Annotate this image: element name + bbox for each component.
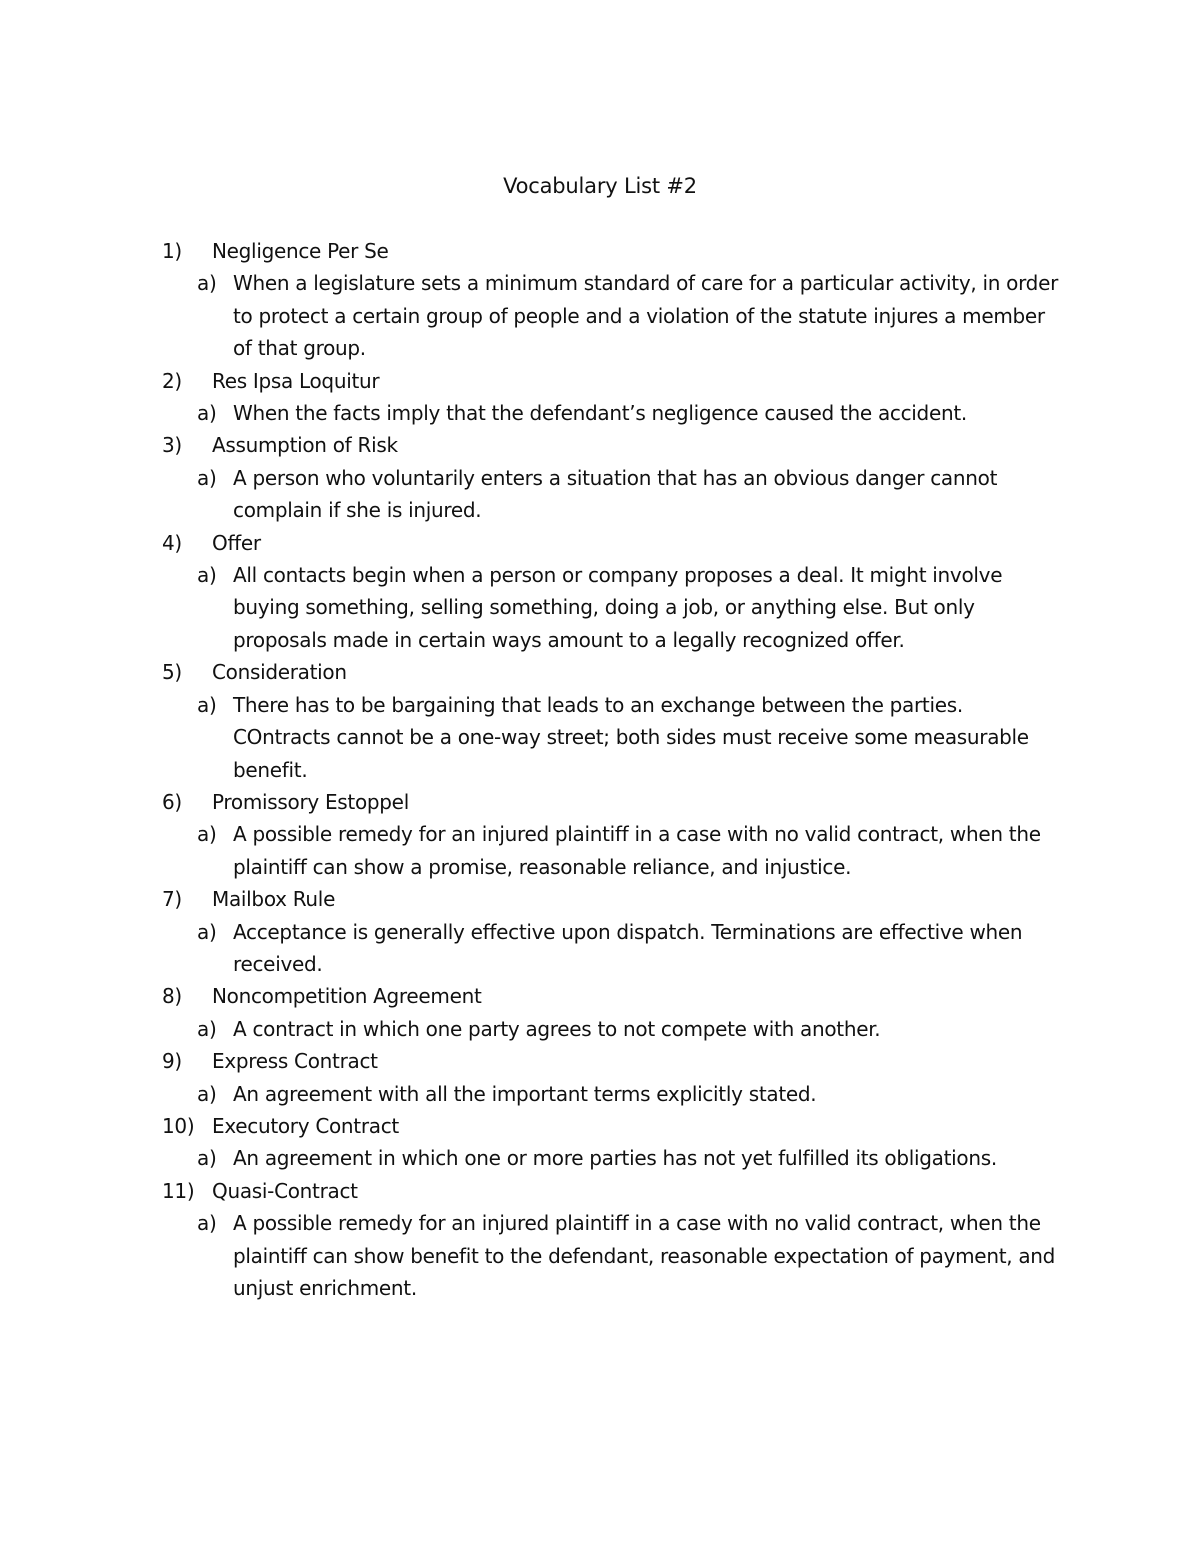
definition-marker: a) <box>197 1211 217 1236</box>
definition-marker: a) <box>197 1146 217 1171</box>
vocabulary-item <box>162 1110 1062 1175</box>
definition-text: An agreement with all the important terms explicitly stated. <box>233 1081 817 1106</box>
term-text: Res Ipsa Loquitur <box>212 368 380 393</box>
definition-marker: a) <box>197 919 217 944</box>
definition-line <box>162 1207 1062 1304</box>
definition-text: Acceptance is generally effective upon dispatch. Terminations are effective when received. <box>233 919 1023 976</box>
definition-marker: a) <box>197 401 217 426</box>
term-text: Negligence Per Se <box>212 239 389 263</box>
vocabulary-item <box>162 656 1062 786</box>
vocabulary-item <box>162 980 1062 1045</box>
vocabulary-item <box>162 1045 1062 1110</box>
definition-marker: a) <box>197 822 217 847</box>
definition-line <box>162 397 1062 429</box>
definition-line <box>162 1078 1062 1110</box>
term-line <box>162 883 1062 915</box>
term-text: Mailbox Rule <box>212 887 336 912</box>
term-line <box>162 656 1062 688</box>
term-number: 4) <box>162 530 182 555</box>
term-number: 10) <box>162 1113 195 1138</box>
term-text: Assumption of Risk <box>212 433 398 458</box>
definition-marker: a) <box>197 1081 217 1106</box>
term-text: Noncompetition Agreement <box>212 984 482 1009</box>
vocabulary-item <box>162 527 1062 657</box>
term-text: Express Contract <box>212 1049 378 1074</box>
term-text: Consideration <box>212 660 347 685</box>
vocabulary-item <box>162 235 1062 365</box>
definition-marker: a) <box>197 692 217 717</box>
vocabulary-item <box>162 365 1062 430</box>
term-number: 7) <box>162 887 182 912</box>
vocabulary-item <box>162 883 1062 980</box>
definition-text: All contacts begin when a person or company proposes a deal. It might involve buying something, selling something, doing a job, or anything else. But only proposals made in certain ways amount to a legally recognized offer. <box>233 563 1003 652</box>
definition-text: When the facts imply that the defendant’s negligence caused the accident. <box>233 401 967 426</box>
term-text: Offer <box>212 530 261 555</box>
term-number: 8) <box>162 984 182 1009</box>
term-number: 5) <box>162 660 182 685</box>
term-line <box>162 1175 1062 1207</box>
vocabulary-item <box>162 1175 1062 1305</box>
definition-line <box>162 559 1062 656</box>
definition-line <box>162 267 1062 364</box>
term-number: 1) <box>162 239 182 263</box>
term-text: Quasi-Contract <box>212 1178 358 1203</box>
definition-marker: a) <box>197 465 217 490</box>
definition-text: A person who voluntarily enters a situation that has an obvious danger cannot complain if she is injured. <box>233 465 998 523</box>
definition-line <box>162 1142 1062 1174</box>
definition-marker: a) <box>197 271 217 296</box>
definition-line <box>162 1013 1062 1045</box>
term-text: Executory Contract <box>212 1113 399 1138</box>
term-number: 3) <box>162 433 182 458</box>
definition-text: When a legislature sets a minimum standard of care for a particular activity, in order to protect a certain group of people and a violation of the statute injures a member of that group. <box>233 271 1059 361</box>
term-line <box>162 1045 1062 1077</box>
definition-text: A possible remedy for an injured plaintiff in a case with no valid contract, when the plaintiff can show benefit to the defendant, reasonable expectation of payment, and unjust enrichment. <box>233 1211 1056 1300</box>
term-line <box>162 980 1062 1012</box>
definition-text: An agreement in which one or more parties has not yet fulfilled its obligations. <box>233 1146 997 1171</box>
term-line <box>162 365 1062 397</box>
term-number: 6) <box>162 789 182 814</box>
term-number: 2) <box>162 368 182 393</box>
definition-marker: a) <box>197 1016 217 1041</box>
term-number: 9) <box>162 1049 182 1074</box>
term-line <box>162 235 1062 267</box>
definition-line <box>162 818 1062 883</box>
vocabulary-item <box>162 786 1062 883</box>
term-line <box>162 786 1062 818</box>
term-number: 11) <box>162 1178 195 1203</box>
term-line <box>162 527 1062 559</box>
page-title: Vocabulary List #2 <box>503 174 697 198</box>
definition-text: A possible remedy for an injured plaintiff in a case with no valid contract, when the plaintiff can show a promise, reasonable reliance, and injustice. <box>233 822 1041 879</box>
vocabulary-list <box>162 235 1062 1304</box>
term-line <box>162 1110 1062 1142</box>
definition-line <box>162 689 1062 786</box>
definition-marker: a) <box>197 563 217 588</box>
term-line <box>162 429 1062 461</box>
definition-text: There has to be bargaining that leads to an exchange between the parties. COntracts cannot be a one-way street; both sides must receive some measurable benefit. <box>233 692 1029 782</box>
vocabulary-item <box>162 429 1062 526</box>
definition-line <box>162 462 1062 527</box>
term-text: Promissory Estoppel <box>212 789 409 814</box>
definition-text: A contract in which one party agrees to not compete with another. <box>233 1016 881 1041</box>
definition-line <box>162 916 1062 981</box>
